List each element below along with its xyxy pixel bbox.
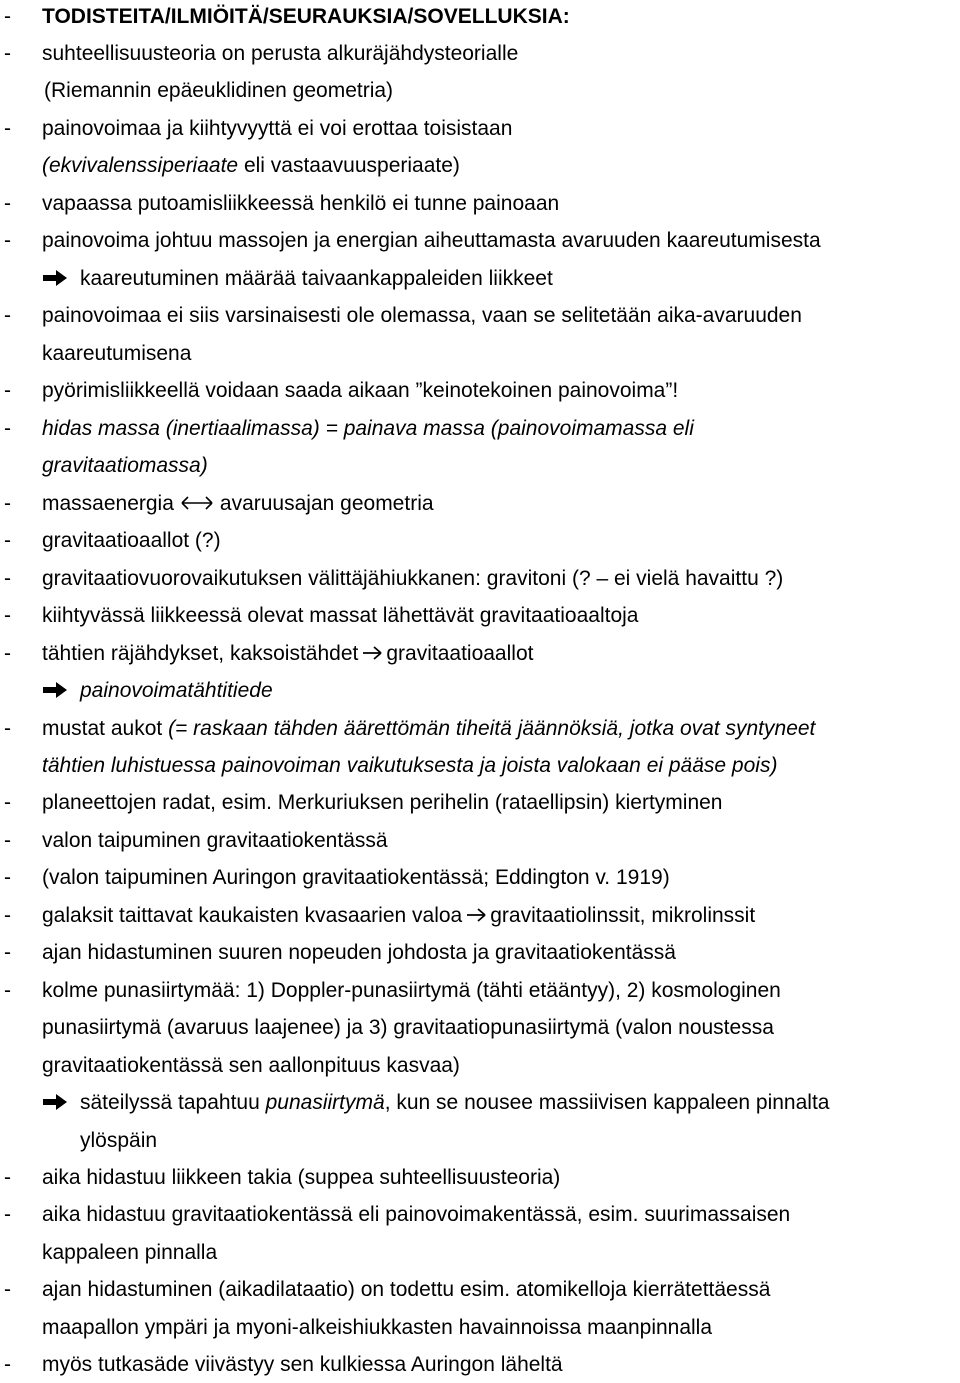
dash-marker: - <box>4 866 11 889</box>
dash-marker: - <box>4 192 11 215</box>
list-item <box>0 485 960 522</box>
list-item-text-end: avaruusajan geometria <box>219 492 434 515</box>
list-item-text: gravitaatioaallot (?) <box>42 529 221 552</box>
dash-marker: - <box>4 1278 11 1301</box>
list-item <box>0 934 960 971</box>
dash-marker: - <box>4 1166 11 1189</box>
list-item <box>0 1271 960 1308</box>
list-item <box>0 710 960 747</box>
list-item-text-start: mustat aukot <box>42 717 169 740</box>
italic-term: punasiirtymä <box>265 1091 385 1114</box>
dash-marker: - <box>4 941 11 964</box>
dash-marker: - <box>4 304 11 327</box>
dash-marker: - <box>4 717 11 740</box>
arrow-item-text: ylöspäin <box>80 1129 158 1152</box>
dash-marker: - <box>4 642 11 665</box>
dash-marker: - <box>4 979 11 1002</box>
list-item-continuation <box>0 747 960 784</box>
arrow-item-text <box>80 1084 829 1121</box>
list-item <box>0 784 960 821</box>
list-item-text: gravitaatiovuorovaikutuksen välittäjähiukkanen: gravitoni (? – ei vielä havaittu ?) <box>42 567 784 590</box>
list-item <box>0 372 960 409</box>
arrow-item <box>0 260 960 297</box>
list-item <box>0 522 960 559</box>
list-item-text: kaareutumisena <box>42 342 192 365</box>
right-arrow-icon <box>465 906 487 924</box>
list-item-text: kolme punasiirtymää: 1) Doppler-punasiirtymä (tähti etääntyy), 2) kosmologinen <box>42 979 781 1002</box>
list-item <box>0 1159 960 1196</box>
dash-marker: - <box>4 604 11 627</box>
list-item-text <box>42 897 755 934</box>
list-item-text-end: gravitaatiolinssit, mikrolinssit <box>490 904 756 927</box>
list-item-text: painovoimaa ei siis varsinaisesti ole olemassa, vaan se selitetään aika-avaruuden <box>42 304 802 327</box>
list-item-text <box>42 710 815 747</box>
list-item-text: gravitaatiokentässä sen aallonpituus kasvaa) <box>42 1054 460 1077</box>
list-item <box>0 35 960 72</box>
list-item <box>0 222 960 259</box>
italic-term: (ekvivalenssiperiaate <box>42 154 239 177</box>
list-item-text: pyörimisliikkeellä voidaan saada aikaan ”keinotekoinen painovoima”! <box>42 379 679 402</box>
list-item-continuation <box>0 1309 960 1346</box>
section-heading: TODISTEITA/ILMIÖITÄ/SEURAUKSIA/SOVELLUKSIA: <box>42 5 570 28</box>
list-item-text: tähtien luhistuessa painovoiman vaikutuksesta ja joista valokaan ei pääse pois) <box>42 754 778 777</box>
list-item-text: valon taipuminen gravitaatiokentässä <box>42 829 388 852</box>
arrow-item <box>0 1084 960 1121</box>
dash-marker: - <box>4 1203 11 1226</box>
list-item-text-start: tähtien räjähdykset, kaksoistähdet <box>42 642 359 665</box>
dash-marker: - <box>4 904 11 927</box>
arrow-item-text: painovoimatähtitiede <box>80 679 273 702</box>
list-item-text: (Riemannin epäeuklidinen geometria) <box>44 79 394 102</box>
list-item-text: gravitaatiomassa) <box>42 454 208 477</box>
dash-marker: - <box>4 42 11 65</box>
dash-marker: - <box>4 5 11 28</box>
list-item-text: ajan hidastuminen suuren nopeuden johdosta ja gravitaatiokentässä <box>42 941 676 964</box>
list-item-text-start: galaksit taittavat kaukaisten kvasaarien valoa <box>42 904 463 927</box>
heading-line <box>0 0 960 35</box>
list-item-text: painovoimaa ja kiihtyvyyttä ei voi erottaa toisistaan <box>42 117 513 140</box>
list-item <box>0 635 960 672</box>
list-item-text: kiihtyvässä liikkeessä olevat massat lähettävät gravitaatioaaltoja <box>42 604 639 627</box>
list-item <box>0 1346 960 1383</box>
list-item <box>0 972 960 1009</box>
arrow-item-continuation <box>0 1122 960 1159</box>
list-item-text <box>42 485 434 522</box>
list-item <box>0 897 960 934</box>
list-item-continuation <box>0 1009 960 1046</box>
dash-marker: - <box>4 791 11 814</box>
list-item-continuation <box>0 335 960 372</box>
list-item <box>0 560 960 597</box>
dash-marker: - <box>4 417 11 440</box>
list-item-text <box>42 635 533 672</box>
list-item <box>0 185 960 222</box>
list-item-text: myös tutkasäde viivästyy sen kulkiessa Auringon läheltä <box>42 1353 563 1376</box>
list-item <box>0 1196 960 1233</box>
list-item-text: aika hidastuu liikkeen takia (suppea suhteellisuusteoria) <box>42 1166 561 1189</box>
list-item-text <box>42 147 460 184</box>
dash-marker: - <box>4 829 11 852</box>
list-item-text: hidas massa (inertiaalimassa) = painava massa (painovoimamassa eli <box>42 417 694 440</box>
list-item <box>0 597 960 634</box>
right-arrow-icon <box>361 644 383 662</box>
dash-marker: - <box>4 529 11 552</box>
dash-marker: - <box>4 117 11 140</box>
list-item-continuation <box>0 147 960 184</box>
list-item-continuation <box>0 1234 960 1271</box>
list-item-text: ajan hidastuminen (aikadilataatio) on todettu esim. atomikelloja kierrätettäessä <box>42 1278 771 1301</box>
list-item <box>0 297 960 334</box>
list-item-text: kappaleen pinnalla <box>42 1241 218 1264</box>
list-item <box>0 859 960 896</box>
dash-marker: - <box>4 1353 11 1376</box>
list-item-continuation <box>0 1047 960 1084</box>
arrow-text-start: säteilyssä tapahtuu <box>80 1091 266 1114</box>
list-item-text: painovoima johtuu massojen ja energian aiheuttamasta avaruuden kaareutumisesta <box>42 229 821 252</box>
thick-right-arrow-icon <box>42 1084 72 1121</box>
list-item-text-rest: eli vastaavuusperiaate) <box>238 154 460 177</box>
arrow-item-text: kaareutuminen määrää taivaankappaleiden liikkeet <box>80 267 553 290</box>
dash-marker: - <box>4 379 11 402</box>
thick-right-arrow-icon <box>42 260 72 297</box>
dash-marker: - <box>4 567 11 590</box>
list-item-text-start: massaenergia <box>42 492 174 515</box>
left-right-arrow-icon <box>180 494 214 512</box>
list-item-continuation <box>0 447 960 484</box>
list-item-text: (valon taipuminen Auringon gravitaatiokentässä; Eddington v. 1919) <box>42 866 670 889</box>
arrow-text-end: , kun se nousee massiivisen kappaleen pinnalta <box>384 1091 830 1114</box>
list-item-continuation <box>0 72 960 109</box>
arrow-item <box>0 672 960 709</box>
italic-definition: (= raskaan tähden äärettömän tiheitä jäännöksiä, jotka ovat syntyneet <box>168 717 816 740</box>
list-item-text: aika hidastuu gravitaatiokentässä eli painovoimakentässä, esim. suurimassaisen <box>42 1203 791 1226</box>
list-item <box>0 410 960 447</box>
list-item <box>0 110 960 147</box>
list-item-text: suhteellisuusteoria on perusta alkuräjähdysteorialle <box>42 42 519 65</box>
list-item-text: maapallon ympäri ja myoni-alkeishiukkasten havainnoissa maanpinnalla <box>42 1316 713 1339</box>
list-item <box>0 822 960 859</box>
list-item-text: planeettojen radat, esim. Merkuriuksen perihelin (rataellipsin) kiertyminen <box>42 791 723 814</box>
list-item-text: vapaassa putoamisliikkeessä henkilö ei tunne painoaan <box>42 192 560 215</box>
dash-marker: - <box>4 492 11 515</box>
dash-marker: - <box>4 229 11 252</box>
thick-right-arrow-icon <box>42 672 72 709</box>
list-item-text: punasiirtymä (avaruus laajenee) ja 3) gravitaatiopunasiirtymä (valon noustessa <box>42 1016 774 1039</box>
list-item-text-end: gravitaatioaallot <box>386 642 534 665</box>
